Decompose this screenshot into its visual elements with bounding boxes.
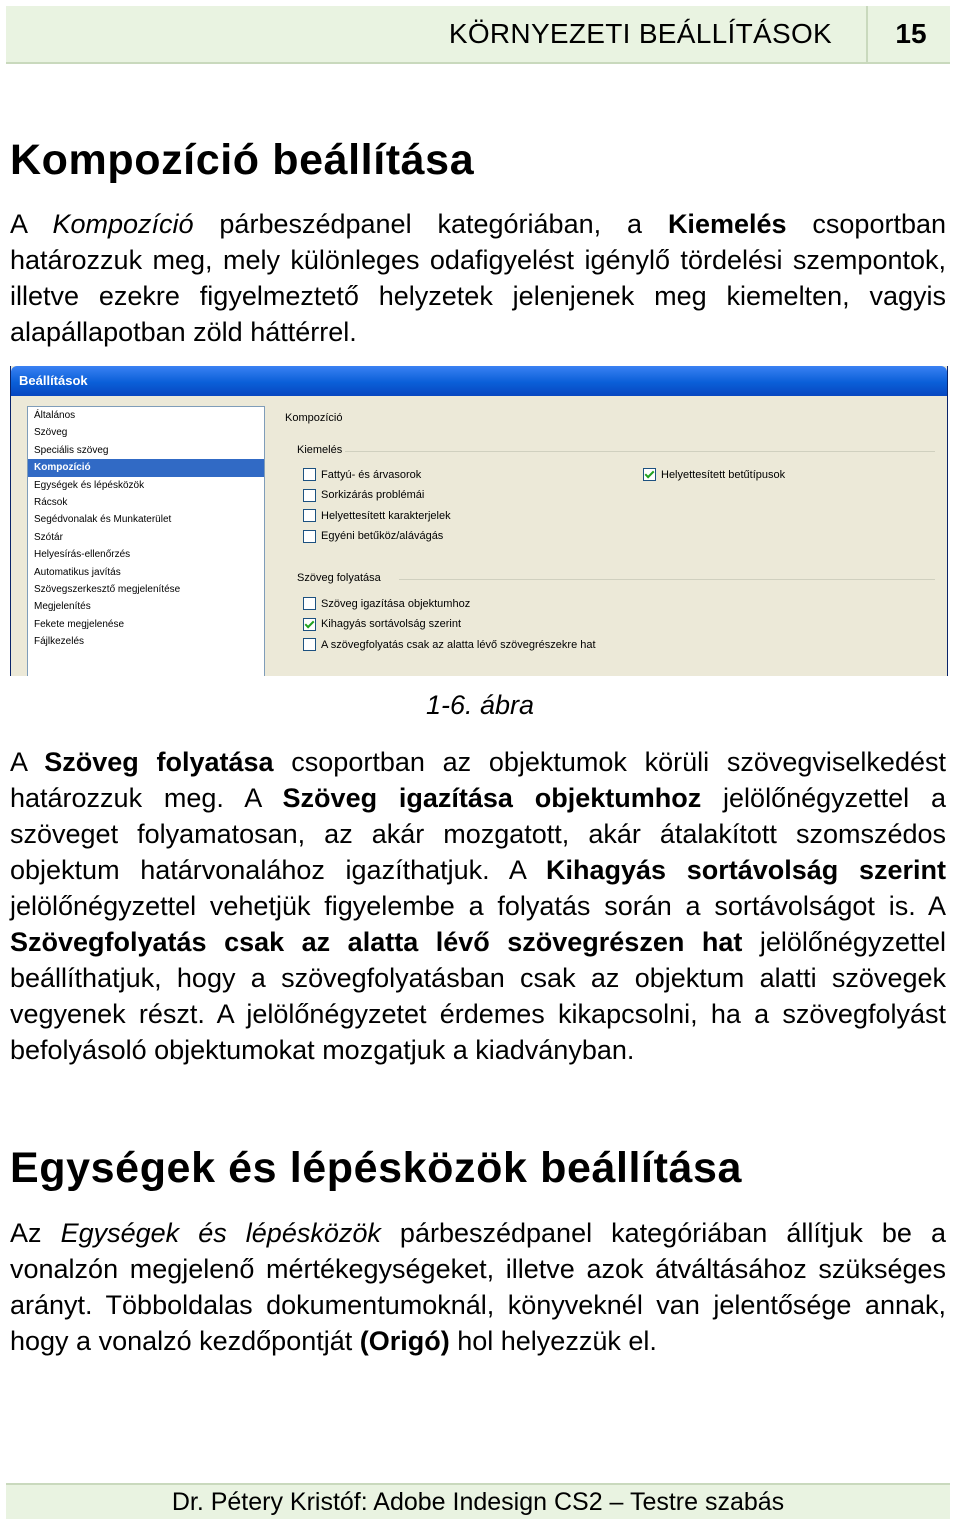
checkbox-box[interactable]	[303, 509, 316, 522]
text-run: csoportban határozzuk meg, mely különleges odafigyelést igénylő tördelési szempontok, illetve ezekre figyelmeztető helyzetek jelenjenek meg kiemelten, vagyis alapállapotban zöld háttérrel.	[10, 209, 947, 347]
checkbox-label: A szövegfolyatás csak az alatta lévő szövegrészekre hat	[321, 638, 596, 651]
checkbox-label: Helyettesített betűtípusok	[661, 468, 786, 481]
page-footer: Dr. Pétery Kristóf: Adobe Indesign CS2 – Testre szabás	[6, 1483, 950, 1519]
text-run: Szöveg igazítása objektumhoz	[282, 783, 702, 813]
checkbox-option[interactable]	[303, 509, 451, 522]
checkbox-label: Egyéni betűköz/alávágás	[321, 530, 444, 542]
text-run: (Origó)	[359, 1326, 450, 1356]
text-run: Kihagyás sortávolság szerint	[546, 855, 947, 885]
group-title-text-wrap: Szöveg folyatása	[297, 572, 381, 584]
category-list[interactable]	[27, 406, 265, 676]
section-heading-kompozicio: Kompozíció beállítása	[10, 136, 475, 184]
checkbox-box[interactable]	[643, 468, 656, 481]
group-divider	[345, 451, 935, 452]
panel-title: Kompozíció	[285, 412, 343, 424]
category-item[interactable]: Fekete megjelenése	[34, 618, 125, 630]
page-number: 15	[895, 18, 927, 49]
text-run: párbeszédpanel kategóriában állítjuk be a vonalzón megjelenő mértékegységeket, illetve azok átváltásához szükséges arányt. Többoldalas dokumentumoknál, könyveknél van jelentősége annak, hogy a vonalzó kezdőpontját	[10, 1218, 947, 1356]
text-run: Szöveg folyatása	[44, 747, 274, 777]
category-item[interactable]: Szótár	[34, 531, 63, 543]
text-run: jelölőnégyzettel a szöveget folyamatosan, az akár mozgatott, akár átalakított szomszédos objektum határvonalához igazíthatjuk. A	[10, 783, 946, 885]
text-run: jelölőnégyzettel beállíthatjuk, hogy a szövegfolyatásban csak az objektum alatti szövegek vegyenek részt. A jelölőnégyzetet érdemes kikapcsolni, ha a szövegfolyást befolyásoló objektumokat mozgatjuk a kiadványban.	[10, 927, 946, 1065]
text-run: csoportban az objektumok körüli szövegviselkedést határozzuk meg. A	[10, 747, 946, 813]
checkbox-option[interactable]	[303, 530, 443, 543]
category-item[interactable]: Kompozíció	[28, 459, 264, 476]
settings-dialog-screenshot	[10, 366, 948, 676]
category-item[interactable]: Általános	[34, 410, 76, 421]
dialog-title-bar: Beállítások	[11, 366, 947, 396]
category-item[interactable]: Egységek és lépésközök	[34, 479, 145, 491]
group-divider	[399, 579, 935, 580]
text-run: A	[10, 209, 53, 239]
checkbox-label: Sorkizárás problémái	[321, 489, 425, 501]
text-run: Az	[10, 1218, 61, 1248]
category-item[interactable]: Speciális szöveg	[34, 444, 109, 456]
category-item[interactable]: Segédvonalak és Munkaterület	[34, 514, 172, 526]
checkbox-label: Szöveg igazítása objektumhoz	[321, 597, 471, 610]
checkbox-box[interactable]	[303, 468, 316, 481]
checkbox-box[interactable]	[303, 489, 316, 502]
checkbox-option[interactable]	[303, 489, 424, 502]
figure-caption: 1-6. ábra	[425, 690, 535, 720]
category-item[interactable]: Szövegszerkesztő megjelenítése	[34, 583, 181, 595]
checkbox-box[interactable]	[303, 618, 316, 631]
composition-panel	[279, 406, 943, 676]
checkbox-box[interactable]	[303, 638, 316, 651]
text-run: Szövegfolyatás csak az alatta lévő szövegrészen hat	[10, 927, 743, 957]
text-run: Kiemelés	[667, 209, 787, 239]
checkbox-option[interactable]	[303, 618, 461, 631]
checkbox-label: Kihagyás sortávolság szerint	[321, 618, 462, 630]
category-item[interactable]: Szöveg	[34, 427, 68, 439]
header-title: KÖRNYEZETI BEÁLLÍTÁSOK	[448, 18, 832, 49]
text-run: Egységek és lépésközök	[60, 1218, 381, 1248]
checkbox-option[interactable]	[303, 468, 421, 481]
text-run: párbeszédpanel kategóriában, a	[193, 209, 668, 239]
paragraph-intro	[10, 206, 946, 350]
group-title-highlight: Kiemelés	[297, 444, 343, 456]
checkbox-label: Fattyú- és árvasorok	[321, 468, 422, 481]
text-run: A	[10, 747, 45, 777]
text-run: Kompozíció	[52, 209, 194, 239]
checkbox-substituted-fonts[interactable]	[643, 468, 785, 481]
category-item[interactable]: Fájlkezelés	[34, 636, 85, 648]
header-divider	[866, 6, 868, 62]
checkbox-option[interactable]	[303, 638, 596, 651]
checkbox-box[interactable]	[303, 530, 316, 543]
paragraph-units	[10, 1215, 946, 1359]
text-run: jelölőnégyzettel vehetjük figyelembe a folyatás során a sortávolságot is. A	[10, 891, 946, 921]
checkbox-option[interactable]	[303, 597, 470, 610]
text-run: hol helyezzük el.	[449, 1326, 657, 1356]
category-item[interactable]: Helyesírás-ellenőrzés	[34, 549, 131, 561]
section-heading-units: Egységek és lépésközök beállítása	[10, 1144, 743, 1192]
category-item[interactable]: Automatikus javítás	[34, 566, 121, 578]
checkbox-label: Helyettesített karakterjelek	[321, 509, 451, 522]
page-header	[6, 6, 950, 64]
checkbox-box[interactable]	[303, 597, 316, 610]
category-item[interactable]: Megjelenítés	[34, 601, 91, 613]
category-item[interactable]: Rácsok	[34, 496, 68, 508]
paragraph-text-wrap	[10, 744, 946, 1068]
